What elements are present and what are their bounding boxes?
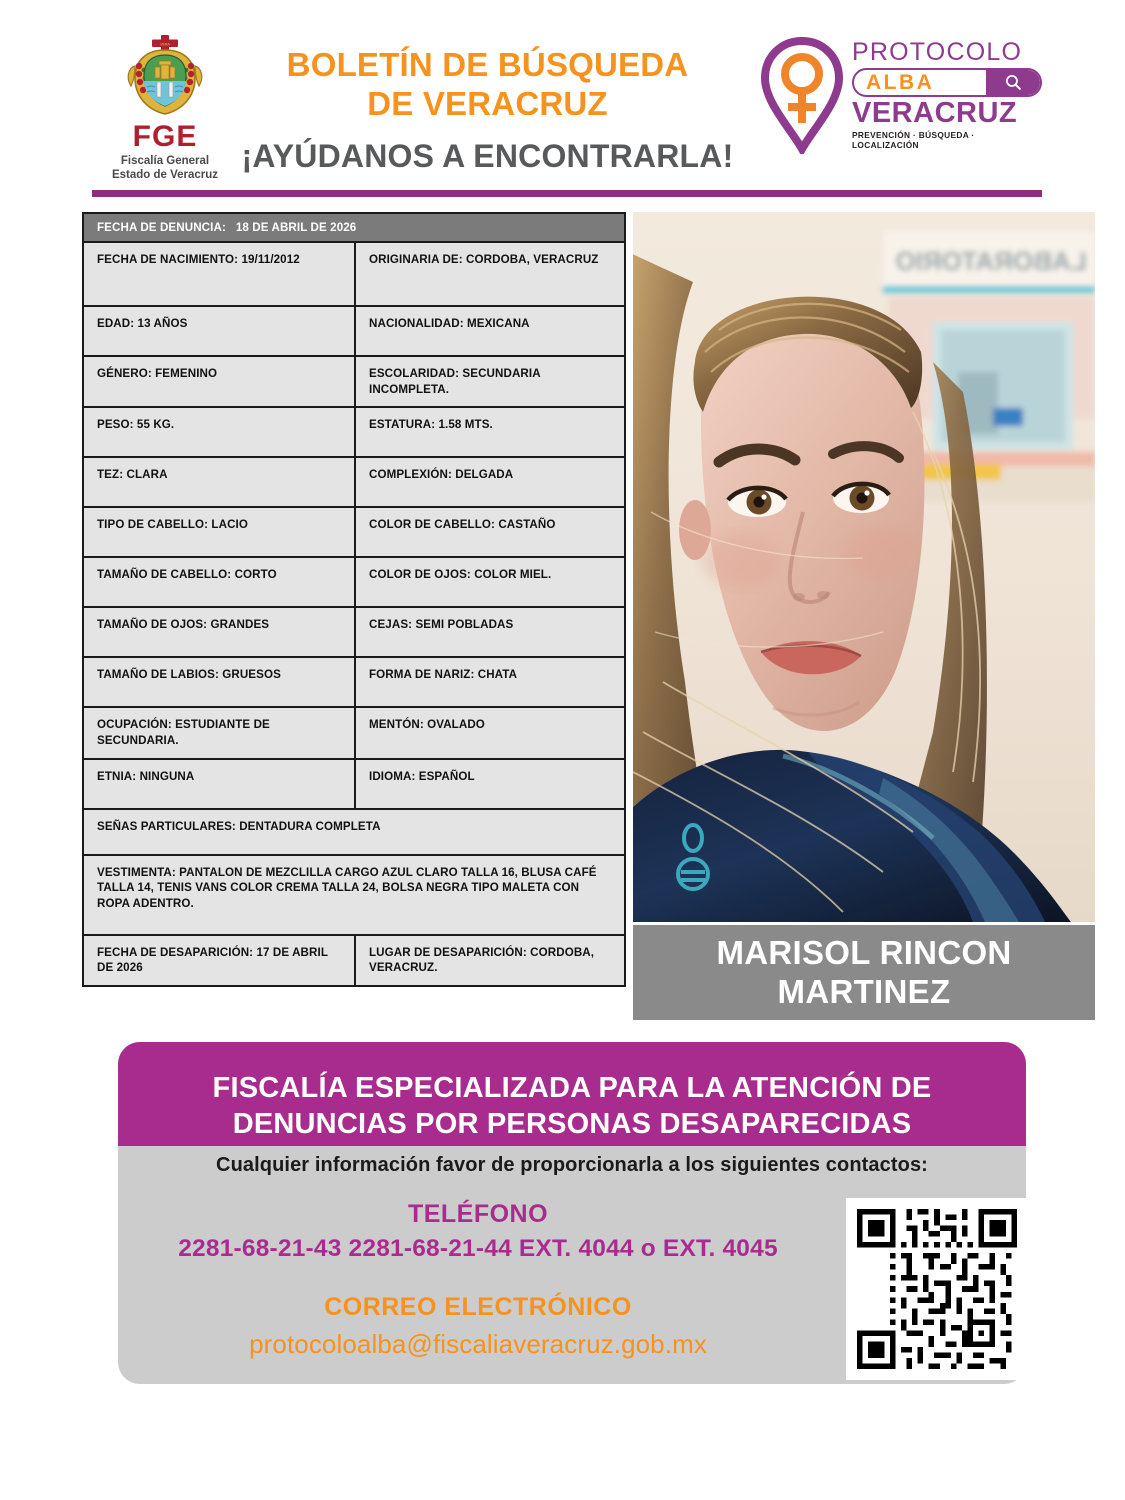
cell-cejas: CEJAS: SEMI POBLADAS	[356, 608, 624, 656]
telephone-numbers[interactable]: 2281-68-21-43 2281-68-21-44 EXT. 4044 o EXT. 4045	[178, 1235, 778, 1262]
logo-alba-pill	[852, 68, 1042, 97]
logo-veracruz-text: VERACRUZ	[852, 97, 1018, 129]
denuncia-value: 18 DE ABRIL DE 2026	[235, 221, 357, 234]
table-row-denuncia	[84, 214, 624, 243]
cell-fecha-desaparicion: FECHA DE DESAPARICIÓN: 17 DE ABRIL DE 2026	[84, 936, 356, 985]
person-name-banner	[633, 925, 1095, 1020]
logo-tagline: PREVENCIÓN · BÚSQUEDA · LOCALIZACIÓN	[852, 130, 975, 151]
cell-ocupacion: OCUPACIÓN: ESTUDIANTE DE SECUNDARIA.	[84, 708, 356, 757]
logo-protocolo-text: PROTOCOLO	[852, 38, 1023, 66]
cell-fecha-nacimiento: FECHA DE NACIMIENTO: 19/11/2012	[84, 243, 356, 305]
cell-escolaridad: ESCOLARIDAD: SECUNDARIA INCOMPLETA.	[356, 357, 624, 406]
cell-tez: TEZ: CLARA	[84, 458, 356, 506]
table-row	[84, 458, 624, 508]
table-row	[84, 608, 624, 658]
svg-text:VERA: VERA	[160, 42, 170, 47]
cell-lugar-desaparicion: LUGAR DE DESAPARICIÓN: CORDOBA, VERACRUZ.	[356, 936, 624, 985]
email-label: CORREO ELECTRÓNICO	[324, 1293, 632, 1321]
cell-edad: EDAD: 13 AÑOS	[84, 307, 356, 355]
missing-person-photo	[633, 212, 1095, 922]
cell-color-ojos: COLOR DE OJOS: COLOR MIEL.	[356, 558, 624, 606]
cell-tamano-cabello: TAMAÑO DE CABELLO: CORTO	[84, 558, 356, 606]
fiscalia-banner	[118, 1042, 1026, 1146]
fge-logo-block	[100, 34, 230, 182]
person-details-table	[82, 212, 626, 987]
table-row	[84, 708, 624, 759]
table-row	[84, 658, 624, 708]
location-pin-female-icon	[756, 36, 848, 154]
table-row	[84, 357, 624, 408]
table-row	[84, 307, 624, 357]
cell-tipo-cabello: TIPO DE CABELLO: LACIO	[84, 508, 356, 556]
page-subtitle: ¡AYÚDANOS A ENCONTRARLA!	[241, 137, 734, 174]
cell-etnia: ETNIA: NINGUNA	[84, 760, 356, 808]
table-row	[84, 408, 624, 458]
logo-alba-text: ALBA	[866, 70, 935, 94]
fiscalia-banner-line1: FISCALÍA ESPECIALIZADA PARA LA ATENCIÓN DE	[212, 1072, 932, 1105]
table-row	[84, 760, 624, 810]
cell-tamano-ojos: TAMAÑO DE OJOS: GRANDES	[84, 608, 356, 656]
fge-name-line2: Estado de Veracruz	[111, 168, 219, 181]
page-title	[215, 46, 760, 175]
fiscalia-banner-line2: DENUNCIAS POR PERSONAS DESAPARECIDAS	[232, 1107, 912, 1140]
table-row	[84, 243, 624, 307]
cell-genero: GÉNERO: FEMENINO	[84, 357, 356, 406]
table-row	[84, 810, 624, 856]
protocolo-alba-logo	[752, 34, 1042, 154]
page-header	[0, 0, 1125, 182]
telephone-label: TELÉFONO	[407, 1200, 549, 1228]
contact-footer	[118, 1042, 1026, 1384]
cell-vestimenta: VESTIMENTA: PANTALON DE MEZCLILLA CARGO AZUL CLARO TALLA 16, BLUSA CAFÉ TALLA 14, TENIS VANS COLOR CREMA TALLA 24, BOLSA NEGRA TIPO MALETA CON ROPA ADENTRO.	[84, 856, 624, 934]
svg-text:LABORATORIO: LABORATORIO	[895, 246, 1087, 276]
fge-name-line1: Fiscalía General	[120, 155, 210, 167]
cell-peso: PESO: 55 KG.	[84, 408, 356, 456]
cell-nacionalidad: NACIONALIDAD: MEXICANA	[356, 307, 624, 355]
header-divider	[92, 190, 1042, 197]
search-icon	[986, 70, 1040, 95]
cell-forma-nariz: FORMA DE NARIZ: CHATA	[356, 658, 624, 706]
email-address[interactable]: protocoloalba@fiscaliaveracruz.gob.mx	[249, 1329, 707, 1359]
cell-senas-particulares: SEÑAS PARTICULARES: DENTADURA COMPLETA	[84, 810, 624, 854]
cell-tamano-labios: TAMAÑO DE LABIOS: GRUESOS	[84, 658, 356, 706]
veracruz-coat-of-arms-icon	[122, 34, 208, 120]
cell-menton: MENTÓN: OVALADO	[356, 708, 624, 757]
contact-details	[118, 1200, 838, 1360]
table-row	[84, 936, 624, 985]
title-line-1: BOLETÍN DE BÚSQUEDA	[286, 46, 689, 83]
fge-acronym: FGE	[132, 120, 198, 153]
cell-complexion: COMPLEXIÓN: DELGADA	[356, 458, 624, 506]
person-name: MARISOL RINCON MARTINEZ	[716, 933, 1012, 1010]
cell-originaria: ORIGINARIA DE: CORDOBA, VERACRUZ	[356, 243, 624, 305]
contact-note: Cualquier información favor de proporcionarla a los siguientes contactos:	[216, 1154, 928, 1176]
title-line-2: DE VERACRUZ	[367, 84, 608, 122]
table-row	[84, 856, 624, 936]
table-row	[84, 558, 624, 608]
table-row	[84, 508, 624, 558]
cell-estatura: ESTATURA: 1.58 MTS.	[356, 408, 624, 456]
cell-idioma: IDIOMA: ESPAÑOL	[356, 760, 624, 808]
cell-color-cabello: COLOR DE CABELLO: CASTAÑO	[356, 508, 624, 556]
denuncia-label: FECHA DE DENUNCIA:	[97, 221, 226, 234]
qr-code[interactable]	[846, 1198, 1028, 1380]
